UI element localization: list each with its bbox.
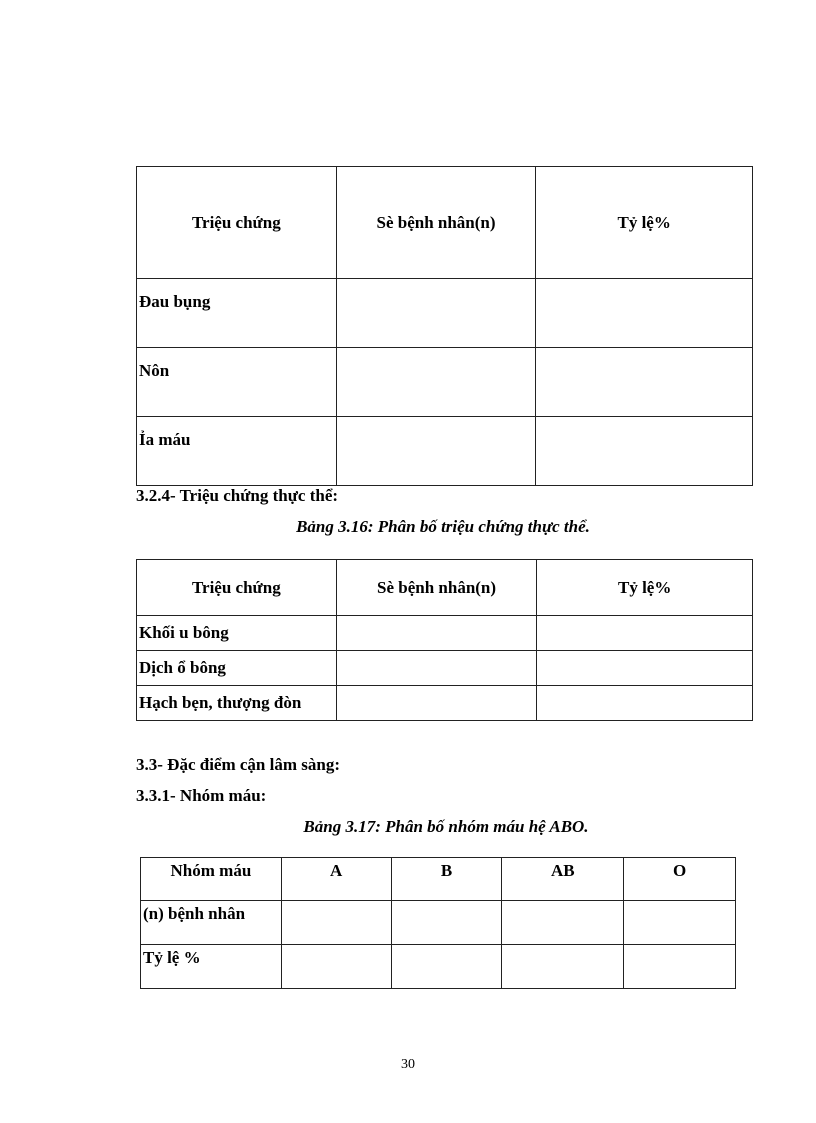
header-group-ab: AB <box>502 858 624 901</box>
empty-cell <box>336 279 536 348</box>
table-row <box>137 348 753 417</box>
empty-cell <box>537 686 753 721</box>
page-number: 30 <box>401 1057 415 1072</box>
empty-cell <box>624 945 736 989</box>
row-label: Đau bụng <box>137 279 337 348</box>
row-label: Khối u bông <box>137 616 337 651</box>
header-rate: Tỷ lệ% <box>537 560 753 616</box>
empty-cell <box>391 901 502 945</box>
row-label: Tỷ lệ % <box>141 945 282 989</box>
empty-cell <box>336 417 536 486</box>
empty-cell <box>336 686 537 721</box>
section-heading-3-3: 3.3- Đặc điểm cận lâm sàng: <box>136 755 340 774</box>
header-patient-count: Sè bệnh nhân(n) <box>336 167 536 279</box>
header-group-o: O <box>624 858 736 901</box>
empty-cell <box>536 348 753 417</box>
empty-cell <box>624 901 736 945</box>
empty-cell <box>536 417 753 486</box>
section-heading-3-3-1: 3.3.1- Nhóm máu: <box>136 786 267 805</box>
empty-cell <box>336 616 537 651</box>
row-label: Nôn <box>137 348 337 417</box>
table-caption-3-17: Bảng 3.17: Phân bố nhóm máu hệ ABO. <box>303 817 589 836</box>
table-header-row <box>137 167 753 279</box>
symptoms-table <box>136 166 753 486</box>
empty-cell <box>537 616 753 651</box>
empty-cell <box>281 901 391 945</box>
empty-cell <box>502 945 624 989</box>
table-header-row <box>141 858 736 901</box>
table-row <box>141 945 736 989</box>
table-row <box>137 417 753 486</box>
empty-cell <box>281 945 391 989</box>
empty-cell <box>502 901 624 945</box>
header-symptom: Triệu chứng <box>137 560 337 616</box>
row-label: Dịch ổ bông <box>137 651 337 686</box>
physical-symptoms-table <box>136 559 753 721</box>
empty-cell <box>537 651 753 686</box>
header-group-b: B <box>391 858 502 901</box>
section-heading-3-2-4: 3.2.4- Triệu chứng thực thể: <box>136 486 339 505</box>
row-label: (n) bệnh nhân <box>141 901 282 945</box>
table-row <box>141 901 736 945</box>
empty-cell <box>336 651 537 686</box>
row-label: Ỉa máu <box>137 417 337 486</box>
header-group-a: A <box>281 858 391 901</box>
header-rate: Tỷ lệ% <box>536 167 753 279</box>
header-symptom: Triệu chứng <box>137 167 337 279</box>
header-patient-count: Sè bệnh nhân(n) <box>336 560 537 616</box>
empty-cell <box>336 348 536 417</box>
empty-cell <box>536 279 753 348</box>
table-row <box>137 616 753 651</box>
table-row <box>137 686 753 721</box>
table-row <box>137 279 753 348</box>
empty-cell <box>391 945 502 989</box>
row-label: Hạch bẹn, thượng đòn <box>137 686 337 721</box>
table-row <box>137 651 753 686</box>
table-header-row <box>137 560 753 616</box>
blood-group-table <box>140 857 736 989</box>
table-caption-3-16: Bảng 3.16: Phân bố triệu chứng thực thể. <box>296 517 590 536</box>
header-blood-group: Nhóm máu <box>141 858 282 901</box>
